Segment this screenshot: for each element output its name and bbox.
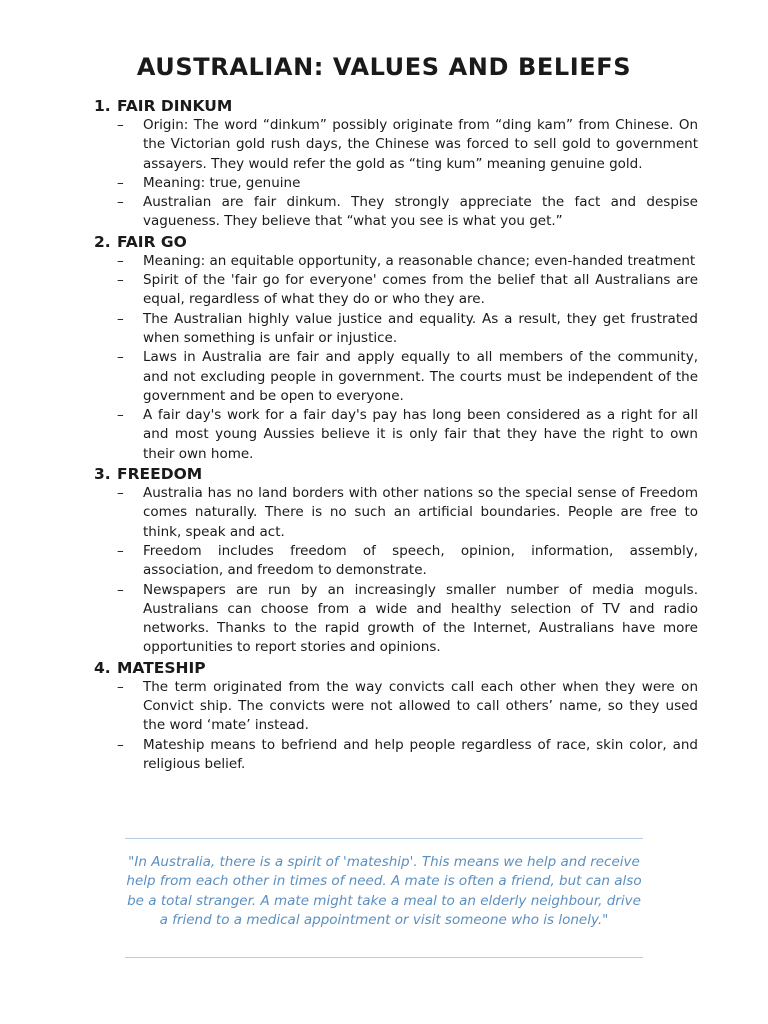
dash-bullet: – bbox=[117, 581, 124, 598]
section-number: 4. bbox=[94, 658, 111, 677]
list-item bbox=[117, 174, 698, 193]
section-heading bbox=[94, 96, 698, 116]
list-item-text: Meaning: an equitable opportunity, a reasonable chance; even-handed treatment bbox=[143, 252, 696, 269]
section-number: 3. bbox=[94, 465, 111, 484]
bullet-list bbox=[94, 678, 698, 774]
list-item-text: The Australian highly value justice and equality. As a result, they get frustrated when something is unfair or injustice. bbox=[143, 310, 698, 346]
list-item-text: The term originated from the way convicts call each other when they were on Convict ship. The convicts were not allowed to call others’ name, so they used the word ‘mate’ instead. bbox=[143, 678, 698, 734]
list-item-text: Spirit of the 'fair go for everyone' comes from the belief that all Australians are equal, regardless of what they do or who they are. bbox=[143, 272, 698, 308]
section-number: 1. bbox=[94, 97, 111, 115]
list-item-text: Mateship means to befriend and help people regardless of race, skin color, and religious belief. bbox=[143, 736, 698, 772]
dash-bullet: – bbox=[117, 252, 124, 269]
list-item-text: Origin: The word “dinkum” possibly originate from “ding kam” from Chinese. On the Victorian gold rush days, the Chinese was forced to sell gold to government assayers. They would refer the gold as “ting kum” meaning genuine gold. bbox=[143, 117, 698, 172]
dash-bullet: – bbox=[117, 117, 124, 133]
list-item bbox=[117, 252, 698, 271]
list-item bbox=[117, 348, 698, 406]
dash-bullet: – bbox=[117, 174, 124, 191]
bullet-list bbox=[94, 116, 698, 232]
section-heading bbox=[94, 464, 698, 484]
list-item bbox=[117, 310, 698, 349]
pull-quote bbox=[125, 838, 643, 958]
list-item-text: A fair day's work for a fair day's pay has long been considered as a right for all and most young Aussies believe it is only fair that they have the right to own their own home. bbox=[143, 407, 698, 462]
section-number: 2. bbox=[94, 232, 111, 251]
section-fair-dinkum bbox=[94, 96, 698, 232]
section-title: MATESHIP bbox=[117, 658, 206, 677]
section-mateship bbox=[94, 658, 698, 774]
list-item-text: Freedom includes freedom of speech, opinion, information, assembly, association, and freedom to demonstrate. bbox=[143, 542, 698, 579]
list-item-text: Newspapers are run by an increasingly smaller number of media moguls. Australians can choose from a wide and healthy selection of TV and radio networks. Thanks to the rapid growth of the Internet, Australians have more opportunities to report stories and opinions. bbox=[143, 581, 698, 656]
sections-container bbox=[94, 96, 698, 774]
dash-bullet: – bbox=[117, 272, 124, 289]
list-item-text: Meaning: true, genuine bbox=[143, 174, 301, 191]
section-title: FAIR GO bbox=[117, 232, 187, 251]
list-item bbox=[117, 581, 698, 658]
section-heading bbox=[94, 232, 698, 252]
section-title: FREEDOM bbox=[117, 465, 203, 484]
page-title: AUSTRALIAN: VALUES AND BELIEFS bbox=[136, 53, 632, 81]
dash-bullet: – bbox=[117, 678, 124, 695]
dash-bullet: – bbox=[117, 485, 124, 502]
list-item-text: Australian are fair dinkum. They strongly appreciate the fact and despise vagueness. They believe that “what you see is what you get.” bbox=[143, 194, 698, 230]
list-item bbox=[117, 193, 698, 232]
section-title: FAIR DINKUM bbox=[117, 97, 233, 115]
list-item bbox=[117, 542, 698, 581]
section-freedom bbox=[94, 464, 698, 658]
list-item-text: Australia has no land borders with other nations so the special sense of Freedom comes naturally. There is no such an artificial boundaries. People are free to think, speak and act. bbox=[143, 485, 698, 540]
dash-bullet: – bbox=[117, 194, 124, 211]
section-fair-go bbox=[94, 232, 698, 464]
dash-bullet: – bbox=[117, 736, 124, 753]
dash-bullet: – bbox=[117, 349, 124, 366]
list-item bbox=[117, 406, 698, 464]
quote-text: "In Australia, there is a spirit of 'mateship'. This means we help and receive help from each other in times of need. A mate is often a friend, but can also be a total stranger. A mate might take a meal to an elderly neighbour, drive a friend to a medical appointment or visit someone who is lonely." bbox=[126, 854, 642, 928]
bullet-list bbox=[94, 484, 698, 658]
bullet-list bbox=[94, 252, 698, 464]
dash-bullet: – bbox=[117, 407, 124, 424]
list-item bbox=[117, 484, 698, 542]
list-item bbox=[117, 116, 698, 174]
list-item bbox=[117, 678, 698, 736]
dash-bullet: – bbox=[117, 310, 124, 327]
list-item bbox=[117, 271, 698, 310]
dash-bullet: – bbox=[117, 542, 124, 559]
list-item-text: Laws in Australia are fair and apply equally to all members of the community, and not excluding people in government. The courts must be independent of the government and be open to everyone. bbox=[143, 349, 698, 404]
section-heading bbox=[94, 658, 698, 678]
list-item bbox=[117, 736, 698, 775]
